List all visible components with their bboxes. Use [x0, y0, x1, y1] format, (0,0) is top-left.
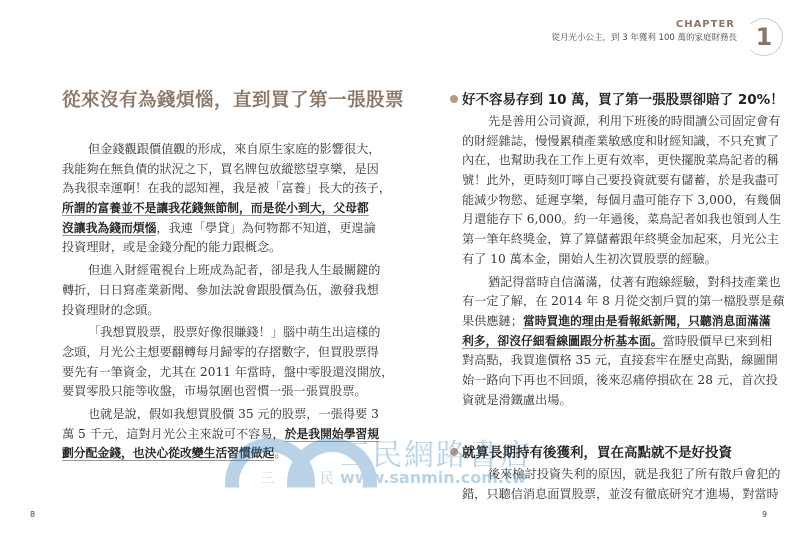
text-line	[62, 382, 367, 402]
page-number-left: 8	[30, 510, 36, 519]
body-text: 內在，也幫助我在工作上更有效率，更快擺脫菜鳥記者的稱	[462, 153, 779, 168]
text-line	[462, 191, 782, 211]
body-text: 投資理財，或是金錢分配的能力跟概念。	[62, 240, 282, 255]
text-line	[462, 465, 781, 485]
page-number-right: 9	[762, 510, 768, 519]
paragraph	[462, 112, 782, 270]
text-line	[62, 219, 376, 239]
right-page-content	[462, 90, 785, 508]
body-text: 有了 10 萬本金，開始人生初次買股票的經驗。	[462, 251, 717, 266]
text-line	[62, 281, 379, 301]
body-text: 要先有一筆資金，尤其在 2011 年當時，盤中零股還沒開放，	[62, 364, 394, 379]
body-text: 念頭，月光公主想要翻轉每月歸零的存摺數字，但買股票得	[62, 344, 379, 359]
body-text: 後來檢討投資失利的原因，就是我犯了所有散戶會犯的	[488, 467, 781, 482]
body-text: 但進入財經電視台上班成為記者，卻是我人生最關鍵的	[88, 263, 381, 278]
text-line	[462, 250, 740, 270]
text-line	[462, 351, 778, 371]
paragraph	[62, 261, 381, 320]
body-text: 。	[274, 446, 287, 461]
body-text: 「我想買股票，股票好像很賺錢！」腦中萌生出這樣的	[88, 325, 381, 340]
body-text: 轉折，日日寫產業新聞、參加法說會跟股價為伍，激發我想	[62, 282, 379, 297]
paragraph	[62, 323, 394, 402]
text-line	[462, 332, 773, 352]
emphasis-text: 所謂的富養並不是讓我花錢無節制，而是從小到大，父母都	[62, 201, 369, 216]
left-page-content	[62, 88, 405, 467]
left-page-body	[62, 140, 394, 464]
body-text: 號！此外，更時刻叮嚀自己要投資就要有儲蓄，於是我盡可	[462, 173, 779, 188]
body-text: 對高點，我買進價格 35 元，直接套牢在歷史高點，線圖開	[462, 353, 778, 368]
body-text: 能減少物慾、延遲享樂，每個月盡可能存下 3,000，有幾個	[462, 192, 782, 207]
chapter-number: 1	[745, 18, 783, 56]
text-line	[62, 323, 381, 343]
subsection-heading	[450, 443, 732, 465]
paragraph	[462, 465, 781, 504]
text-line	[62, 140, 381, 160]
body-text: 始一路向下再也不回頭，後來忍痛停損砍在 28 元，首次投	[462, 372, 778, 387]
emphasis-text: 於是我開始學習規	[284, 426, 380, 441]
body-text: 第一筆年終獎金，算了算儲蓄跟年終獎金加起來，月光公主	[462, 232, 779, 247]
bullet-dot-icon	[450, 448, 458, 456]
body-text: 果供應鏈；	[462, 313, 523, 328]
text-line	[462, 210, 782, 230]
watermark-logo-char: 三	[260, 471, 274, 487]
emphasis-text: 沒讓我為錢而煩惱	[62, 220, 157, 235]
subsection-heading	[450, 90, 784, 112]
text-line	[62, 405, 379, 425]
text-line	[462, 371, 778, 391]
body-text: 也就是說，假如我想買股價 35 元的股票，一張得要 3	[88, 406, 379, 421]
body-text: 月還能存下 6,000。約一年過後，菜鳥記者如我也領到人生	[462, 212, 782, 227]
text-line	[62, 199, 369, 219]
text-line	[462, 230, 779, 250]
subsection-body	[462, 112, 785, 410]
text-line	[62, 425, 380, 445]
text-line	[62, 301, 340, 321]
text-line	[62, 160, 379, 180]
text-line	[462, 485, 779, 505]
watermark-url: www.sanmin.com.tw	[340, 468, 527, 487]
body-text: 的財經雜誌，慢慢累積產業敏感度和財經知識，不只充實了	[462, 133, 779, 148]
body-text: 猶記得當時自信滿滿，仗著有跑線經驗，對科技產業也	[488, 274, 781, 289]
text-line	[462, 273, 781, 293]
emphasis-text: 利多，卻沒仔細看線圖跟分析基本面。	[462, 333, 663, 348]
body-text: 要買零股只能等收盤，市場氛圍也習慣一張一張買股票。	[62, 384, 367, 399]
text-line	[62, 444, 340, 464]
text-line	[462, 391, 740, 411]
section-title: 從來沒有為錢煩惱，直到買了第一張股票	[62, 90, 405, 111]
body-text: 資就是滑鐵盧出場。	[462, 392, 572, 407]
body-text: 先是善用公司資源，利用下班後的時間讀公司固定會有	[488, 114, 781, 128]
text-line	[62, 179, 392, 199]
text-line	[62, 363, 394, 383]
bullet-dot-icon	[450, 95, 458, 103]
chapter-label: CHAPTER	[675, 19, 735, 30]
subsection-heading-text: 就算長期持有後獲利，買在高點就不是好投資	[462, 445, 732, 462]
text-line	[462, 151, 779, 171]
body-text: 為我很幸運啊！在我的認知裡，我是被「富養」長大的孩子，	[62, 181, 392, 196]
body-text: 錯，只聽信消息面買股票，並沒有徹底研究才進場，對當時	[462, 487, 779, 501]
text-line	[62, 343, 379, 363]
body-text: 投資理財的念頭。	[62, 302, 160, 317]
watermark-logo-char: 民	[320, 471, 334, 487]
body-text: 但金錢觀跟價值觀的形成，來自原生家庭的影響很大，	[88, 142, 381, 156]
watermark-name: 三民網路書店	[340, 438, 532, 473]
paragraph	[462, 273, 785, 411]
body-text: 有一定了解，在 2014 年 8 月從交割戶買的第一檔股票是蘋	[462, 294, 785, 309]
body-text: ，我連「學貸」為何物都不知道，更遑論	[156, 220, 376, 235]
chapter-header	[552, 19, 737, 43]
emphasis-text: 當時買進的理由是看報紙新聞，只聽消息面滿滿	[522, 313, 771, 328]
paragraph	[62, 405, 380, 464]
subsection-body	[462, 465, 781, 504]
text-line	[462, 171, 779, 191]
text-line	[462, 132, 779, 152]
paragraph	[62, 140, 392, 258]
emphasis-text: 劃分配金錢，也決心從改變生活習慣做起	[62, 446, 275, 461]
text-line	[62, 261, 381, 281]
text-line	[462, 312, 771, 332]
body-text: 當時股價早已來到相	[662, 333, 773, 348]
body-text: 萬 5 千元，這對月光公主來說可不容易，	[62, 426, 285, 441]
subsection-heading-text: 好不容易存到 10 萬，買了第一張股票卻賠了 20%！	[462, 92, 784, 108]
text-line	[462, 112, 781, 132]
body-text: 我能夠在無負債的狀況之下，買名牌包放縱慾望享樂，是因	[62, 161, 379, 176]
text-line	[462, 292, 785, 312]
text-line	[62, 238, 340, 258]
chapter-subtitle: 從月光小公主，到 3 年獲利 100 萬的家庭財務長	[551, 33, 737, 43]
